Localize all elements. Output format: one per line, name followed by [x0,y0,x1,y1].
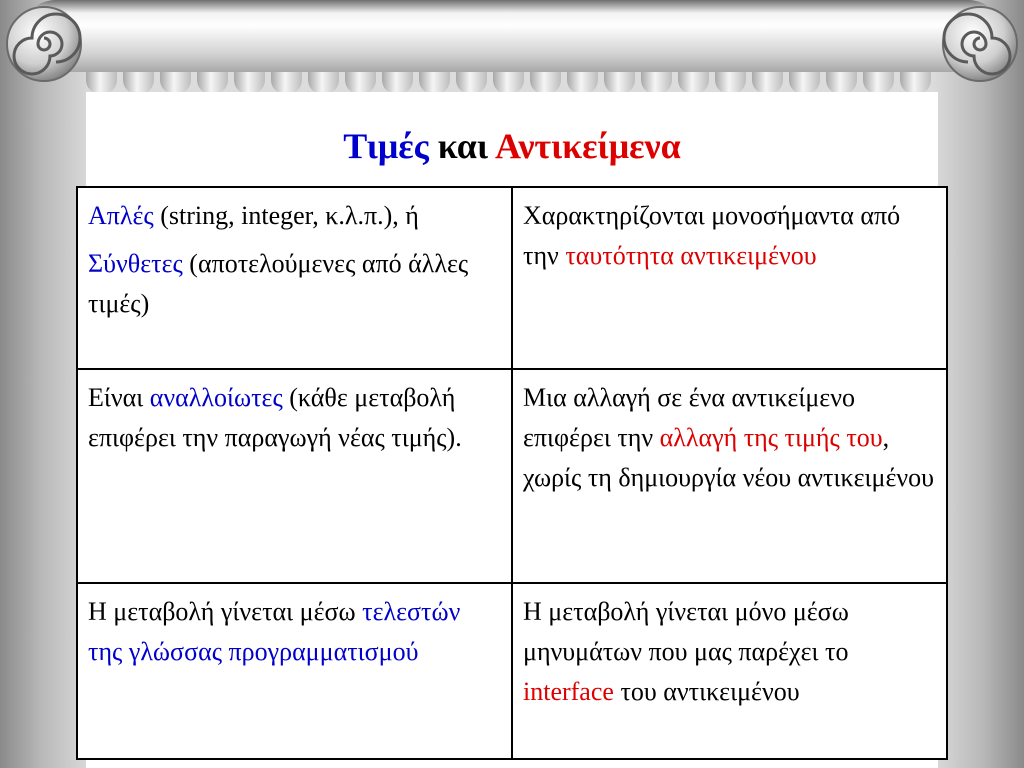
operators-term: τελεστών της γλώσσας προγραμματισμού [88,597,461,666]
dentil-row [86,72,938,94]
title-part-objects: Αντικείμενα [495,126,681,166]
immutable-post: (κάθε μεταβολή επιφέρει την παραγωγή νέας τιμής). [88,383,462,452]
slide-title [86,120,938,172]
composite-values-term: Σύνθετες [88,249,183,278]
table-row [77,583,947,759]
title-part-and: και [437,126,488,166]
simple-values-text: (string, integer, κ.λ.π.), ή [153,201,419,230]
column-capital [0,0,1024,100]
table-cell-objects-messages [512,583,947,759]
identity-term: ταυτότητα αντικειμένου [565,241,817,270]
table-cell-objects-state-change [512,369,947,583]
frieze [20,0,1004,72]
operators-pre: Η μεταβολή γίνεται μέσω [88,597,363,626]
simple-values-term: Απλές [88,201,154,230]
table-cell-values-operators [77,583,512,759]
table-row [77,187,947,369]
state-change-post: , χωρίς τη δημιουργία νέου αντικειμένου [523,423,934,492]
table-cell-values-immutable [77,369,512,583]
table-row [77,369,947,583]
state-change-pre: Μια αλλαγή σε ένα αντικείμενο επιφέρει την [523,383,855,452]
immutable-pre: Είναι [88,383,150,412]
title-part-values: Τιμές [343,126,429,166]
messages-post: του αντικειμένου [613,677,800,706]
state-change-term: αλλαγή της τιμής του [659,423,883,452]
table-cell-objects-identity [512,187,947,369]
comparison-table [76,186,948,760]
immutable-term: αναλλοίωτες [149,383,283,412]
interface-term: interface [523,677,614,706]
table-cell-values-types [77,187,512,369]
identity-text: Χαρακτηρίζονται μονοσήμαντα από την [523,201,901,270]
composite-values-text: (αποτελούμενες από άλλες τιμές) [88,249,469,318]
volute-left-icon [4,4,84,84]
messages-pre: Η μεταβολή γίνεται μόνο μέσω μηνυμάτων που μας παρέχει το [523,597,849,666]
volute-right-icon [940,4,1020,84]
